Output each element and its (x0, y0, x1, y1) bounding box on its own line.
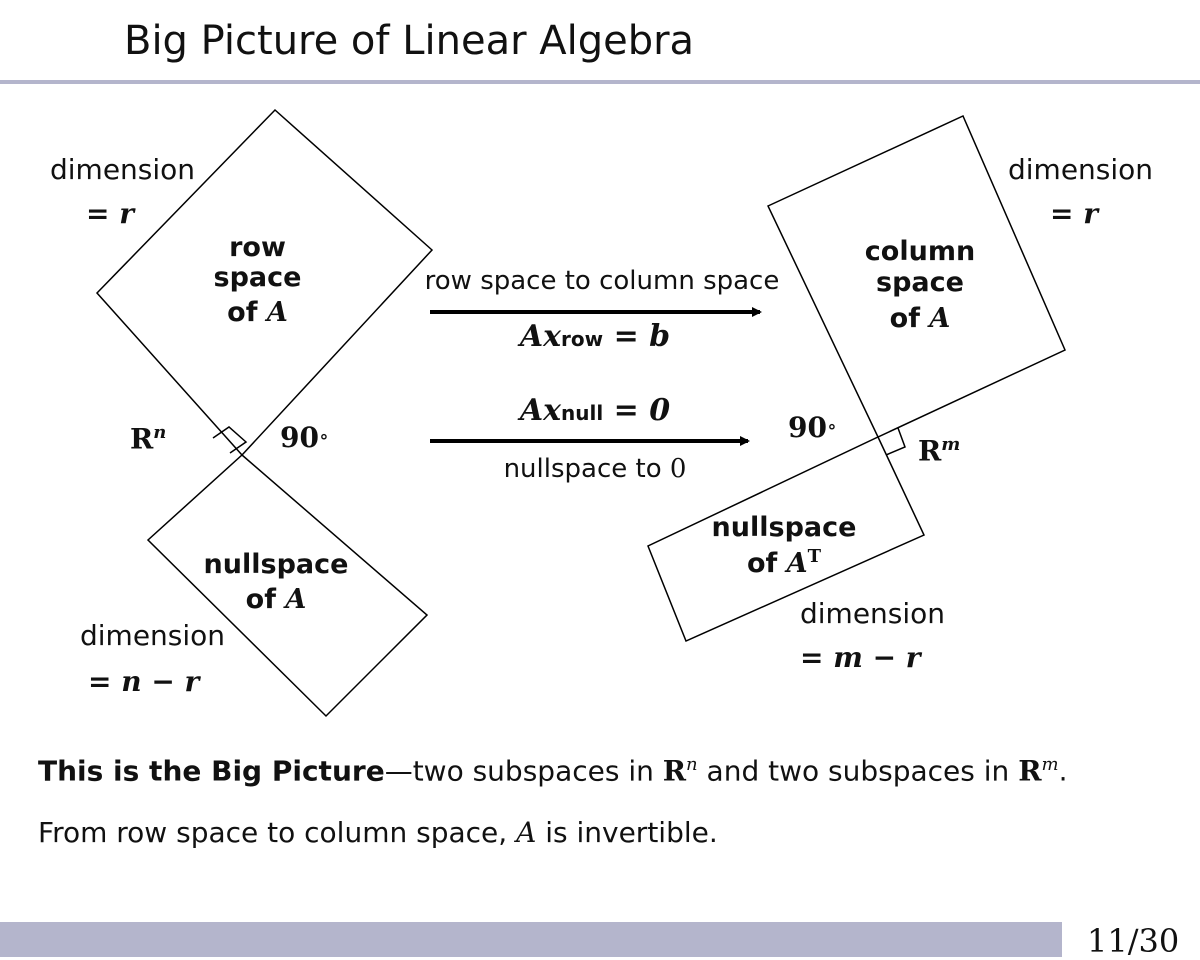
column-space-label-line2: space (876, 267, 964, 298)
bottom-caption-text: nullspace to (503, 454, 670, 484)
left-dimension-top-value: = r (86, 197, 134, 230)
left-angle-label (280, 421, 329, 454)
left-space-exponent: n (153, 422, 167, 443)
bottom-caption-zero: 0 (669, 454, 687, 484)
left-angle-unit: ∘ (318, 424, 329, 448)
left-space-label (130, 422, 167, 456)
top-eq-rest: = b (603, 319, 671, 354)
right-dimension-top-label: dimension (1008, 153, 1154, 186)
left-angle-value: 90 (280, 421, 319, 454)
body-line-2-b: is invertible. (536, 816, 718, 849)
nullspace-label-line1: nullspace (203, 549, 349, 580)
body-line-2-var: A (516, 816, 537, 849)
right-space-R: R (918, 434, 942, 468)
right-dimension-bottom-value: = m − r (800, 641, 921, 674)
bottom-eq-subscript: null (561, 401, 604, 425)
right-space-label (918, 434, 961, 468)
nullspace-label-line2 (196, 586, 356, 613)
right-angle-value: 90 (788, 411, 827, 444)
left-space-R: R (130, 422, 154, 456)
body-line-1 (38, 754, 1067, 787)
top-arrow-caption: row space to column space (424, 266, 780, 296)
left-nullspace-label-line1: nullspace (711, 512, 857, 543)
left-nullspace-transpose: T (807, 546, 822, 567)
left-dimension-bottom-value: = n − r (88, 665, 200, 698)
column-space-label-line1: column (864, 236, 976, 267)
footer-bar (0, 922, 1062, 957)
right-dimension-top-value: = r (1050, 197, 1098, 230)
slide-title: Big Picture of Linear Algebra (124, 18, 695, 64)
body-line-1-a: —two subspaces in (384, 754, 663, 788)
left-dimension-bottom-label: dimension (80, 619, 226, 652)
page-number: 11/30 (1087, 922, 1180, 960)
left-nullspace-label-line2 (704, 548, 864, 577)
column-space-matrix-var: A (929, 303, 951, 334)
body-line-1-R1: R (662, 754, 687, 788)
row-space-of: of (227, 297, 267, 328)
body-line-1-c: . (1058, 754, 1068, 788)
top-eq-Ax: Ax (519, 319, 562, 354)
body-line-1-exp2: m (1041, 754, 1059, 775)
nullspace-matrix-var: A (285, 584, 307, 615)
body-line-2-a: From row space to column space, (38, 816, 517, 849)
body-line-1-bold: This is the Big Picture (38, 754, 385, 788)
column-space-of: of (889, 303, 930, 334)
body-line-1-R2: R (1018, 754, 1042, 788)
row-space-matrix-var: A (266, 297, 288, 328)
body-line-2 (38, 816, 718, 849)
bottom-arrow-equation (430, 393, 760, 428)
top-arrow-equation (430, 319, 760, 354)
left-nullspace-of: of (746, 548, 787, 579)
body-line-1-exp1: n (686, 754, 698, 775)
bottom-eq-rest: = 0 (603, 393, 671, 428)
row-space-label-line3 (200, 299, 315, 326)
row-space-label-line1: row (229, 232, 286, 263)
right-dimension-bottom-label: dimension (800, 597, 946, 630)
nullspace-of: of (245, 584, 286, 615)
row-space-label-line2: space (213, 262, 302, 293)
right-angle-label (788, 411, 837, 444)
right-angle-unit: ∘ (826, 414, 837, 438)
left-dimension-top-label: dimension (50, 153, 196, 186)
bottom-eq-Ax: Ax (519, 393, 562, 428)
top-eq-subscript: row (561, 327, 604, 351)
bottom-arrow-caption (430, 456, 760, 482)
body-line-1-b: and two subspaces in (697, 754, 1019, 788)
left-nullspace-matrix-var: A (786, 548, 808, 579)
column-space-label-line3 (850, 305, 990, 332)
right-space-exponent: m (941, 434, 961, 455)
